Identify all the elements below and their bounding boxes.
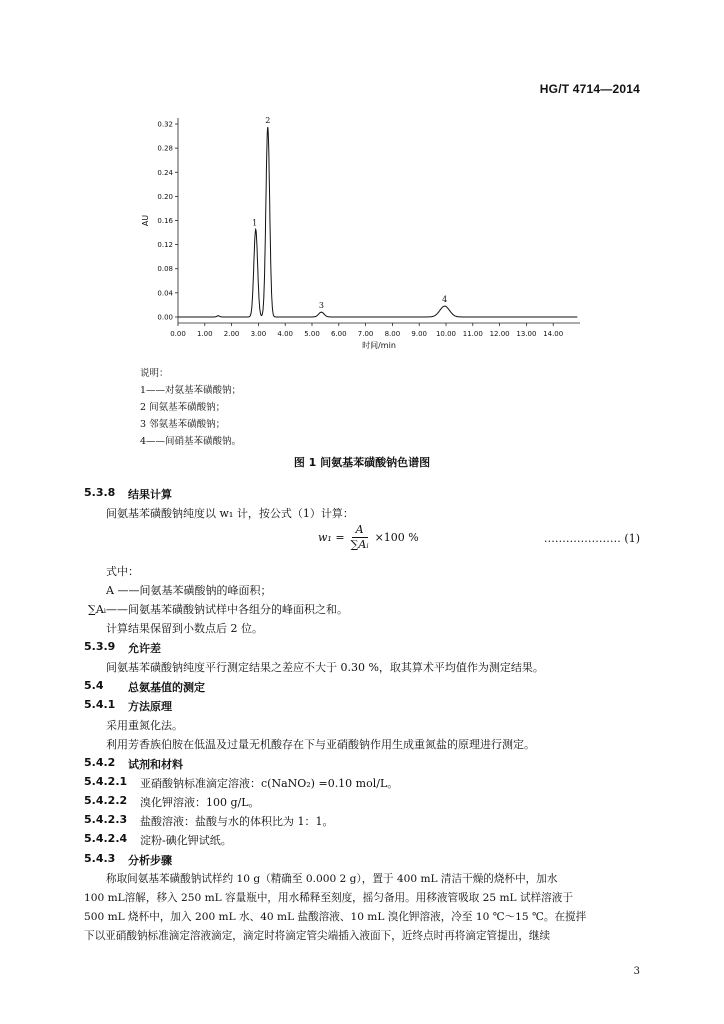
x-tick-label: 7.00 [357, 330, 374, 338]
y-tick-label: 0.12 [157, 241, 173, 250]
y-tick-label: 0.16 [157, 217, 173, 225]
formula-denominator: ∑Aᵢ [350, 538, 369, 551]
section-5-3-9-text: 间氨基苯磺酸钠纯度平行测定结果之差应不大于 0.30 %，取其算术平均值作为测定结果。 [106, 661, 544, 674]
peak-label-3: 3 [318, 301, 324, 311]
section-5-3-9-title: 允许差 [128, 642, 161, 655]
section-5-4-1-para-1: 采用重氮化法。 [106, 719, 183, 732]
where-label: 式中： [106, 565, 139, 578]
y-tick-label: 0.04 [157, 289, 173, 298]
peak-label-1: 1 [252, 218, 258, 228]
formula-fraction [349, 523, 371, 552]
formula-lhs: w₁ = [318, 531, 345, 544]
x-tick-label: 12.00 [489, 330, 510, 338]
section-5-3-8-title: 结果计算 [128, 488, 172, 501]
section-5-4-2-2-number: 5.4.2.2 [84, 794, 128, 807]
equation-number: ………………… (1) [543, 532, 640, 545]
legend-item-2: 2 间氨基苯磺酸钠； [140, 402, 226, 413]
x-tick-label: 3.00 [250, 330, 267, 338]
x-tick-label: 14.00 [543, 330, 564, 338]
x-tick-label: 10.00 [435, 330, 457, 338]
section-5-4-1-title: 方法原理 [128, 700, 172, 713]
y-tick-label: 0.20 [157, 192, 173, 201]
section-5-4-number: 5.4 [84, 679, 104, 692]
x-tick-label: 8.00 [384, 330, 401, 338]
section-5-4-3-line-3: 500 mL 烧杯中，加入 200 mL 水、40 mL 盐酸溶液、10 mL 溴化钾溶液，冷至 10 ℃～15 ℃。在搅拌 [84, 911, 587, 923]
y-tick-label: 0.28 [157, 144, 173, 153]
legend-item-4: 4——间硝基苯磺酸钠。 [140, 436, 242, 447]
section-5-3-9-number: 5.3.9 [84, 640, 116, 653]
section-5-3-8-number: 5.3.8 [84, 486, 116, 499]
section-5-4-2-title: 试剂和材料 [128, 758, 183, 771]
section-5-4-3-number: 5.4.3 [84, 852, 116, 865]
formula-1 [318, 523, 419, 552]
x-tick-label: 1.00 [197, 330, 213, 338]
section-5-4-2-1-number: 5.4.2.1 [84, 775, 128, 788]
peak-label-4: 4 [442, 295, 448, 305]
chromatogram-chart [130, 108, 590, 358]
y-tick-label: 0.00 [157, 313, 173, 322]
formula-rhs: ×100 % [374, 531, 419, 544]
x-tick-label: 13.00 [516, 330, 537, 338]
x-tick-label: 0.00 [170, 330, 186, 338]
x-tick-label: 4.00 [277, 330, 293, 338]
definition-sum: ∑Aᵢ——间氨基苯磺酸钠试样中各组分的峰面积之和。 [88, 603, 349, 616]
section-5-4-2-3-number: 5.4.2.3 [84, 813, 128, 826]
section-5-4-3-line-4: 下以亚硝酸钠标准滴定溶液滴定，滴定时将滴定管尖端插入液面下，近终点时再将滴定管提出，继续 [84, 930, 551, 942]
x-tick-label: 11.00 [462, 330, 483, 338]
figure-caption: 图 1 间氨基苯磺酸钠色谱图 [293, 456, 431, 469]
section-5-4-3-line-2: 100 mL溶解，移入 250 mL 容量瓶中，用水稀释至刻度，摇匀备用。用移液管吸取 25 mL 试样溶液于 [84, 892, 573, 904]
x-tick-label: 9.00 [411, 330, 427, 338]
formula-numerator: A [352, 523, 368, 538]
section-5-4-title: 总氨基值的测定 [128, 681, 205, 694]
y-tick-label: 0.08 [157, 265, 173, 274]
section-5-3-8-intro: 间氨基苯磺酸钠纯度以 w₁ 计，按公式（1）计算： [106, 507, 354, 520]
signal-trace [178, 127, 577, 317]
result-note: 计算结果保留到小数点后 2 位。 [106, 622, 263, 635]
section-5-4-2-number: 5.4.2 [84, 756, 116, 769]
definition-a: A ——间氨基苯磺酸钠的峰面积； [106, 584, 272, 597]
peak-label-2: 2 [265, 116, 271, 126]
legend-item-1: 1——对氨基苯磺酸钠； [140, 385, 242, 396]
x-axis-label: 时间/min [362, 341, 396, 350]
y-axis-label: AU [141, 214, 150, 227]
section-5-4-2-1-text: 亚硝酸钠标准滴定溶液：c(NaNO₂) =0.10 mol/L。 [140, 777, 399, 790]
y-tick-label: 0.32 [157, 120, 173, 129]
section-5-4-3-line-1: 称取间氨基苯磺酸钠试样约 10 g（精确至 0.000 2 g），置于 400 mL 清洁干燥的烧杯中，加水 [106, 873, 558, 885]
x-tick-label: 5.00 [304, 330, 320, 338]
section-5-4-3-title: 分析步骤 [128, 854, 172, 867]
section-5-4-2-4-number: 5.4.2.4 [84, 832, 128, 845]
y-tick-label: 0.24 [157, 168, 173, 177]
section-5-4-1-para-2: 利用芳香族伯胺在低温及过量无机酸存在下与亚硝酸钠作用生成重氮盐的原理进行测定。 [106, 738, 535, 751]
section-5-4-2-4-text: 淀粉-碘化钾试纸。 [140, 834, 232, 847]
legend-title: 说明： [140, 368, 169, 379]
section-5-4-2-3-text: 盐酸溶液：盐酸与水的体积比为 1：1。 [140, 815, 334, 828]
page-number: 3 [633, 966, 640, 977]
section-5-4-2-2-text: 溴化钾溶液：100 g/L。 [140, 796, 260, 809]
x-tick-label: 2.00 [223, 330, 240, 338]
standard-code: HG/T 4714—2014 [539, 82, 640, 96]
legend-item-3: 3 邻氨基苯磺酸钠； [140, 419, 226, 430]
x-tick-label: 6.00 [331, 330, 347, 338]
section-5-4-1-number: 5.4.1 [84, 698, 116, 711]
